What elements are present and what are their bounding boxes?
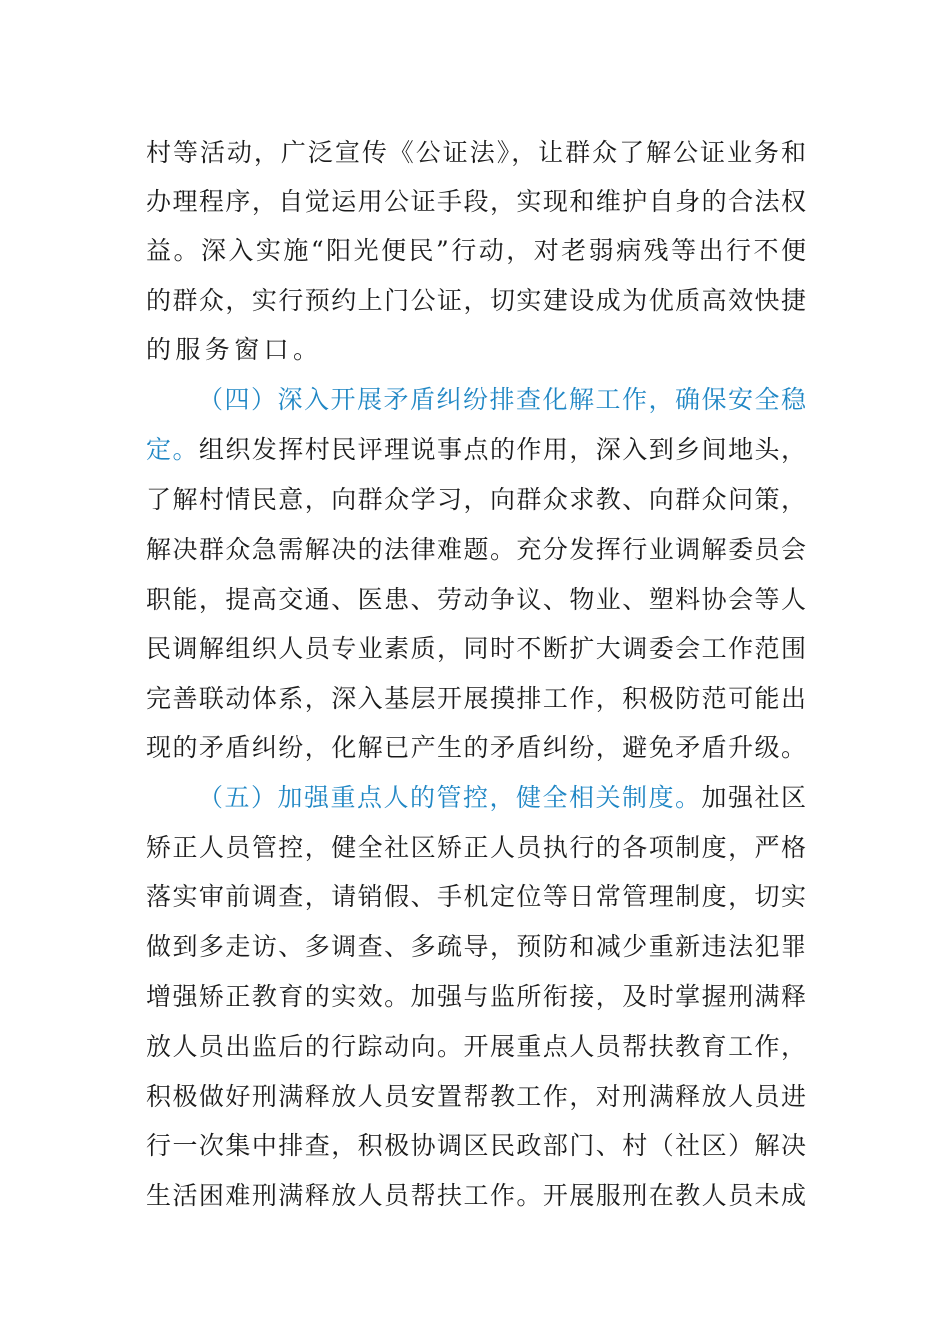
paragraph-line: 增强矫正教育的实效。加强与监所衔接，及时掌握刑满释 xyxy=(146,982,806,1011)
paragraph-line xyxy=(146,430,806,470)
section-heading-4: （四）深入开展矛盾纠纷排查化解工作，确保安全稳 xyxy=(198,385,806,414)
paragraph-line: 办理程序，自觉运用公证手段，实现和维护自身的合法权 xyxy=(146,187,806,216)
paragraph-line: 益。深入实施“阳光便民”行动，对老弱病残等出行不便 xyxy=(146,236,806,265)
paragraph-line: 做到多走访、多调查、多疏导，预防和减少重新违法犯罪 xyxy=(146,932,806,961)
paragraph-text: 加强社区 xyxy=(701,783,806,812)
paragraph-line: 生活困难刑满释放人员帮扶工作。开展服刑在教人员未成 xyxy=(146,1181,806,1210)
paragraph-line: 落实审前调查，请销假、手机定位等日常管理制度，切实 xyxy=(146,882,806,911)
paragraph-line: 职能，提高交通、医患、劳动争议、物业、塑料协会等人 xyxy=(146,585,806,614)
paragraph-line: 解决群众急需解决的法律难题。充分发挥行业调解委员会 xyxy=(146,535,806,564)
section-heading-5: （五）加强重点人的管控，健全相关制度。 xyxy=(198,783,702,812)
paragraph-line: 现的矛盾纠纷，化解已产生的矛盾纠纷，避免矛盾升级。 xyxy=(146,733,806,762)
section-heading-4-end: 定。 xyxy=(146,435,199,464)
paragraph-line: 放人员出监后的行踪动向。开展重点人员帮扶教育工作， xyxy=(146,1032,806,1061)
paragraph-line xyxy=(198,778,806,818)
paragraph-line: 的服务窗口。 xyxy=(146,335,323,364)
paragraph-line: 矫正人员管控，健全社区矫正人员执行的各项制度，严格 xyxy=(146,833,806,862)
paragraph-line: 民调解组织人员专业素质，同时不断扩大调委会工作范围 xyxy=(146,634,806,663)
paragraph-line: 了解村情民意，向群众学习，向群众求教、向群众问策， xyxy=(146,485,806,514)
paragraph-line: 村等活动，广泛宣传《公证法》，让群众了解公证业务和 xyxy=(146,138,806,167)
paragraph-line: 的群众，实行预约上门公证，切实建设成为优质高效快捷 xyxy=(146,286,806,315)
paragraph-text: 组织发挥村民评理说事点的作用，深入到乡间地头， xyxy=(198,435,806,464)
paragraph-line: 积极做好刑满释放人员安置帮教工作，对刑满释放人员进 xyxy=(146,1082,806,1111)
paragraph-line: 行一次集中排查，积极协调区民政部门、村（社区）解决 xyxy=(146,1131,806,1160)
paragraph-line: 完善联动体系，深入基层开展摸排工作，积极防范可能出 xyxy=(146,684,806,713)
